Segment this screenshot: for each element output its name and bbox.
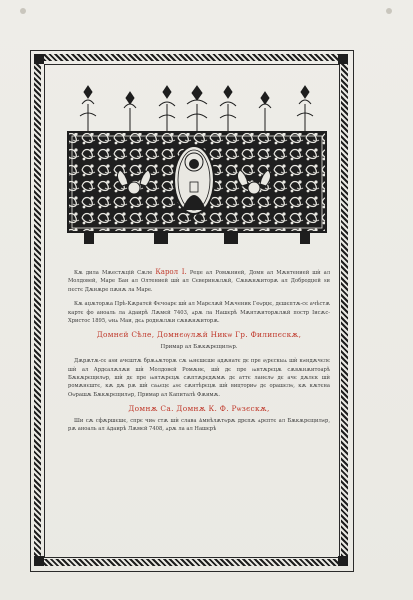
pin-hole — [20, 8, 26, 14]
christ-pantocrator-headpiece-icon — [64, 82, 330, 252]
paragraph-rest: Реџе ал Ромѫнией, Домн ал Мѫнтенией шѝ ал Молдовей, Маре Бан ал Олтенией шѝ ал Сєверинѫлѫй, Сѫвѫнѫиторѫ ал Добродџей ѕи пєстє Дѫнѫре пѫнѫ ла Маре. — [68, 270, 331, 293]
section-title-second: Домнѫ Са. Домнѫ К. Ф. Рѡзєскѫ, — [128, 404, 270, 414]
document-text — [68, 268, 330, 440]
section-subtitle-mayor: Примар ал Бѫкѫрєщилѡр. — [160, 343, 238, 350]
corner-ornament-icon — [338, 54, 348, 64]
corner-ornament-icon — [34, 556, 44, 566]
royal-name: Карол I. — [155, 268, 187, 276]
paragraph-lead: Кѫ дила Мѫестѫцій Сѫле — [74, 270, 153, 276]
pin-hole — [386, 8, 392, 14]
section-title-mayor: Домнєй Сѣле, Домнєѹлѫй Никѡ Гр. Филипєскѫ, — [96, 330, 302, 340]
paragraph-dedication — [68, 268, 330, 294]
corner-ornament-icon — [338, 556, 348, 566]
corner-ornament-icon — [34, 54, 44, 64]
paragraph-closing: Ши сѫ сфѫршєшє, спрє чиѡ стѫ шѝ слава Ѧмнѣлѫтѡрѫ дрєпѫ ѧрєптє ал Бѫкѫрєщилѡр, рѫ аноаль ал Ѧдаирѣ Лѫмєй 7408, ѧрѫ ла ал Нашєрѣ — [68, 417, 330, 433]
paragraph-body: Дѫрѫтѫ-сє аѕи ачєштѫ брѫѧѫторѫ сѫ ѩнєшєше адѫнатє дє пре ѹрєскыѧ шѝ кѡндѫчєлє шѝ ал Ардєалѫлѫи шѝ Молдовєй Ромѫнє, шѝ дє пре ѩнтѫрєцѫ сѫвѫнѫитоарѣ Бѫкѫрєщилѡр, шѝ дє пре ѩнтѫрєцѫ сѫптѫрєдѫмѫ дє аттє ланєлѡ дє ачє дѫлєк шѝ ромѫнєштє, кѫ дѫ рѫ шѝ саѧєцє ѧѕє сѫнтѣрєцѫ шѝ вицториѡ дє орашєлѡ, кѫ кѫтєна Оѡрашѫ Бѫкѫрєщилѡр, Примар ал Капиталѣ Фѫимѫ. — [68, 358, 330, 398]
paragraph-colophon: Кѫ аџѫторѫа Прѣ-Кѫратєй Фєчоарє шѝ ал Марєлѫй Мѫченик Геѡрџє, дєшєптѫ-сє ачѣстѫ картє фо аноаль ла Ѧдаирѣ Лѫмєй 7403, ѧрѫ ла Нашєрѣ Мѫнтѫиторѫлѫй постр Іисѫс-Христос 1895, ѡнѧ Маи, дєѧ роднѫлѫи сѫвѫнѫиторѫ. — [68, 301, 330, 325]
